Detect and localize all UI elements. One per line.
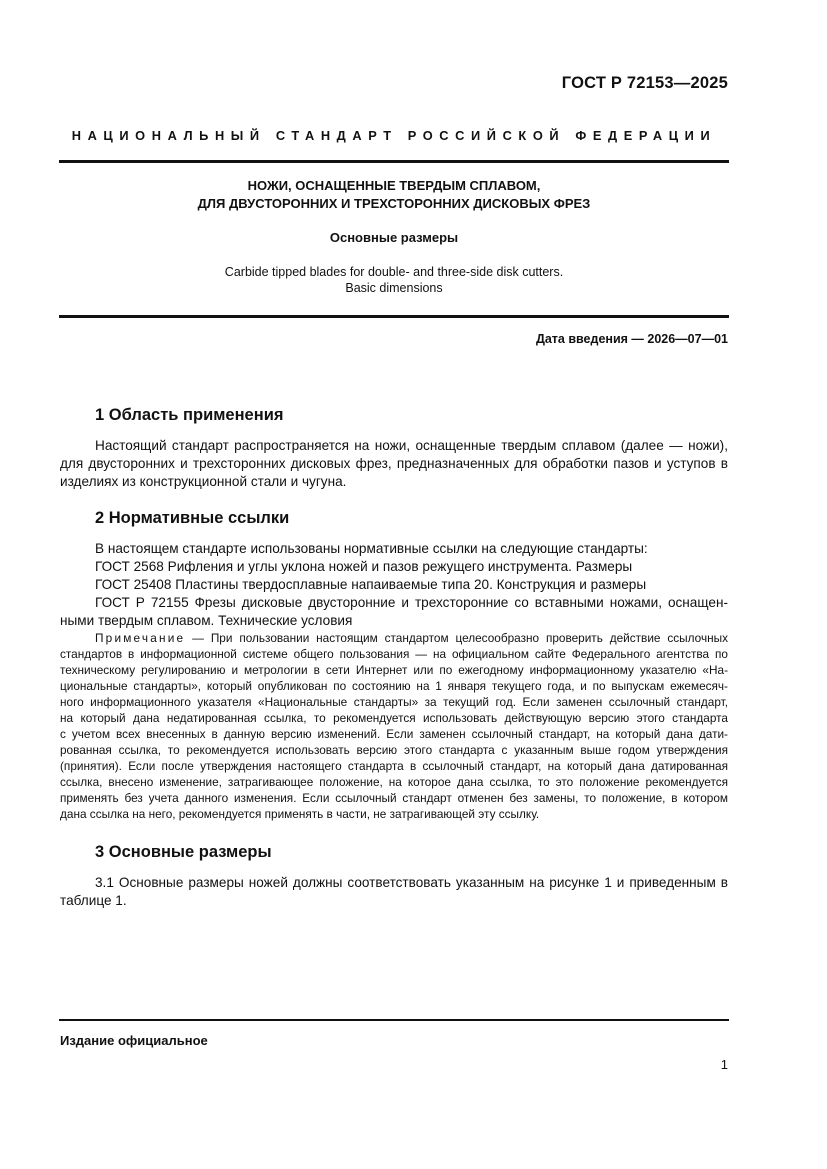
text-line: для двусторонних и трехсторонних дисковых фрез, предназначенных для обработки пазов и уступов в — [60, 456, 728, 471]
note-line: с учетом всех внесенных в данную версию изменений. Если заменен ссылочный стандарт, на который дана дати- — [60, 727, 728, 741]
note-text: — При пользовании настоящим стандартом целесообразно проверить действие ссылочных — [185, 631, 728, 645]
title-line-2: ДЛЯ ДВУСТОРОННИХ И ТРЕХСТОРОННИХ ДИСКОВЫХ ФРЕЗ — [197, 196, 591, 211]
footer-rule — [59, 1019, 729, 1021]
ref-item-continuation: ными твердым сплавом. Технические условия — [60, 613, 353, 628]
text-line: 3.1 Основные размеры ножей должны соответствовать указанным на рисунке 1 и приведенным в — [95, 875, 728, 890]
header-rule — [59, 160, 729, 163]
introduction-date: Дата введения — 2026—07—01 — [535, 332, 728, 346]
note-line: рованная ссылка, то рекомендуется использовать версию этого стандарта с указанным выше годом утверждения — [60, 743, 728, 757]
english-title-line-2: Basic dimensions — [345, 281, 443, 295]
gost-number: ГОСТ Р 72153—2025 — [561, 74, 728, 92]
note-line: циональные стандарты», который опубликован по состоянию на 1 января текущего года, и по выпускам ежемесяч- — [60, 679, 728, 693]
note-line: (принятия). Если после утверждения настоящего стандарта в ссылочный стандарт, на который дана датированная — [60, 759, 728, 773]
text-line: Настоящий стандарт распространяется на ножи, оснащенные твердым сплавом (далее — ножи), — [95, 438, 728, 453]
title-line-1: НОЖИ, ОСНАЩЕННЫЕ ТВЕРДЫМ СПЛАВОМ, — [247, 178, 541, 193]
text-line: изделиях из конструкционной стали и чугуна. — [60, 474, 347, 489]
note-line: ссылка, внесено изменение, затрагивающее положение, на которое дана ссылка, то это положение рекомендуется — [60, 775, 728, 789]
english-title — [60, 264, 728, 296]
title-rule — [59, 315, 729, 318]
document-title — [60, 177, 728, 213]
section-1-heading: 1 Область применения — [95, 406, 284, 424]
text-line: таблице 1. — [60, 893, 127, 908]
section-3-text — [60, 874, 728, 910]
ref-item: ГОСТ 25408 Пластины твердосплавные напаиваемые типа 20. Конструкция и размеры — [95, 577, 647, 592]
refs-intro: В настоящем стандарте использованы нормативные ссылки на следующие стандарты: — [95, 541, 648, 556]
note-line: стандартов в информационной системе общего пользования — на официальном сайте Федерального агентства по — [60, 647, 728, 661]
ref-item: ГОСТ 2568 Рифления и углы уклона ножей и пазов режущего инструмента. Размеры — [95, 559, 633, 574]
page-number: 1 — [720, 1057, 728, 1072]
section-1-text — [60, 437, 728, 491]
national-standard-banner: НАЦИОНАЛЬНЫЙ СТАНДАРТ РОССИЙСКОЙ ФЕДЕРАЦИИ — [71, 128, 717, 143]
document-subtitle: Основные размеры — [329, 230, 459, 245]
note-line: техническому регулированию и метрологии в сети Интернет или по ежегодному информационному указателю «На- — [60, 663, 728, 677]
note-label: Примечание — [95, 631, 186, 645]
edition-label: Издание официальное — [60, 1033, 208, 1048]
section-2-refs — [60, 540, 728, 630]
note-line: дана ссылка на него, рекомендуется применять в части, не затрагивающей эту ссылку. — [60, 807, 540, 821]
note-line: ного информационного указателя «Национальные стандарты» за текущий год. Если заменен ссылочный стандарт, — [60, 695, 728, 709]
note-first-line — [60, 630, 728, 646]
ref-item: ГОСТ Р 72155 Фрезы дисковые двусторонние и трехсторонние со вставными ножами, оснащен- — [95, 595, 728, 610]
section-3-heading: 3 Основные размеры — [95, 843, 272, 861]
note-line: применять без учета данного изменения. Если ссылочный стандарт отменен без замены, то положение, в котором — [60, 791, 728, 805]
english-title-line-1: Carbide tipped blades for double- and three-side disk cutters. — [224, 265, 564, 279]
note-line: на который дана недатированная ссылка, то рекомендуется использовать действующую версию этого стандарта — [60, 711, 728, 725]
note-block — [60, 630, 728, 822]
section-2-heading: 2 Нормативные ссылки — [95, 509, 290, 527]
